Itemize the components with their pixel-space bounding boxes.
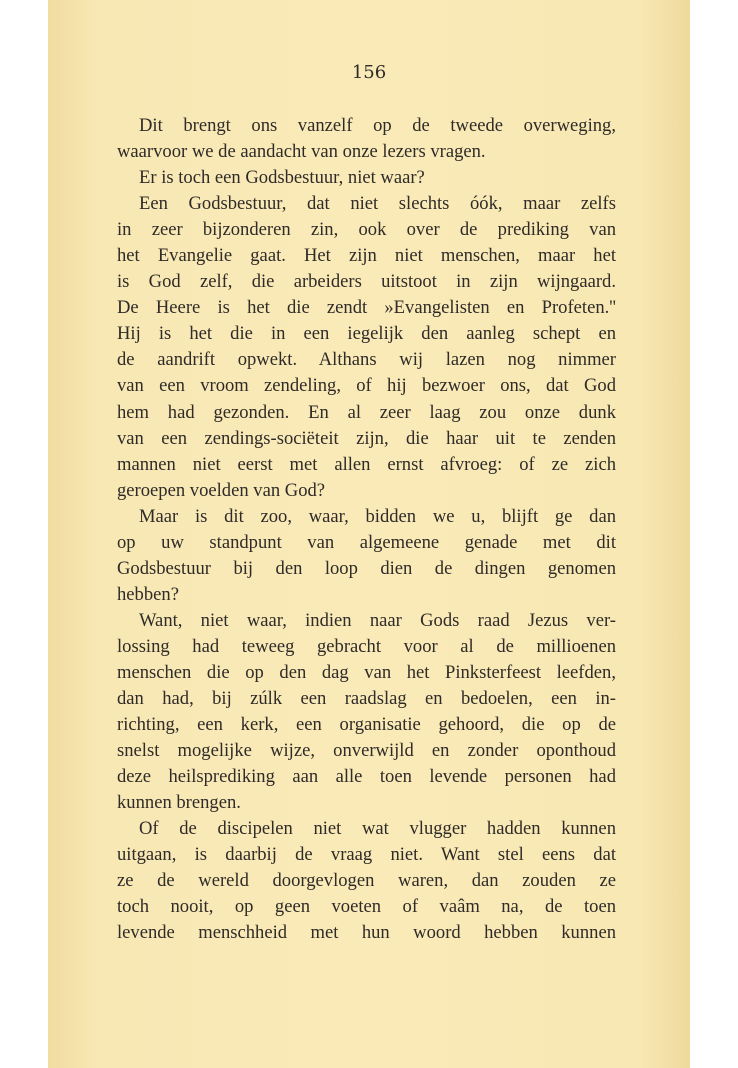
paragraph-2: [117, 165, 616, 191]
text-line: de aandrift opwekt. Althans wij lazen nog nimmer: [117, 349, 616, 371]
text-line: Er is toch een Godsbestuur, niet waar?: [139, 167, 425, 189]
text-line: De Heere is het die zendt »Evangelisten en Profeten.'': [117, 297, 616, 319]
text-line: hem had gezonden. En al zeer laag zou onze dunk: [117, 401, 616, 423]
text-line: is God zelf, die arbeiders uitstoot in zijn wijngaard.: [117, 271, 616, 293]
text-line: snelst mogelijke wijze, onverwijld en zonder oponthoud: [117, 740, 616, 762]
text-line: in zeer bijzonderen zin, ook over de prediking van: [117, 219, 616, 241]
paragraph-6: [117, 816, 616, 946]
text-line: van een vroom zendeling, of hij bezwoer ons, dat God: [117, 375, 616, 397]
text-line: mannen niet eerst met allen ernst afvroeg: of ze zich: [117, 453, 616, 475]
text-line: toch nooit, op geen voeten of vaâm na, de toen: [117, 896, 616, 918]
text-line: Godsbestuur bij den loop dien de dingen genomen: [117, 557, 616, 579]
text-line: Of de discipelen niet wat vlugger hadden kunnen: [139, 818, 616, 840]
text-line: van een zendings-sociëteit zijn, die haar uit te zenden: [117, 427, 616, 449]
text-line: Een Godsbestuur, dat niet slechts óók, maar zelfs: [139, 193, 616, 215]
text-line: Hij is het die in een iegelijk den aanleg schept en: [117, 323, 616, 345]
text-line: geroepen voelden van God?: [117, 479, 326, 501]
text-line: ze de wereld doorgevlogen waren, dan zouden ze: [117, 870, 616, 892]
text-line: lossing had teweeg gebracht voor al de millioenen: [117, 635, 616, 657]
paragraph-1: [117, 113, 616, 165]
text-line: uitgaan, is daarbij de vraag niet. Want stel eens dat: [117, 844, 616, 866]
body-text: [117, 113, 616, 947]
paragraph-4: [117, 504, 616, 608]
text-line: kunnen brengen.: [117, 792, 241, 814]
text-line: op uw standpunt van algemeene genade met dit: [117, 531, 616, 553]
text-line: deze heilsprediking aan alle toen levende personen had: [117, 766, 616, 788]
text-line: het Evangelie gaat. Het zijn niet menschen, maar het: [117, 245, 616, 267]
text-line: richting, een kerk, een organisatie gehoord, die op de: [117, 714, 616, 736]
paragraph-5: [117, 608, 616, 816]
page-number: 156: [351, 62, 387, 83]
text-line: dan had, bij zúlk een raadslag en bedoelen, een in-: [117, 688, 616, 710]
text-line: Dit brengt ons vanzelf op de tweede overweging,: [139, 115, 616, 136]
text-line: hebben?: [117, 583, 179, 605]
text-line: levende menschheid met hun woord hebben kunnen: [117, 922, 616, 944]
text-line: waarvoor we de aandacht van onze lezers vragen.: [117, 141, 486, 163]
text-line: Want, niet waar, indien naar Gods raad Jezus ver-: [139, 609, 616, 631]
text-line: menschen die op den dag van het Pinksterfeest leefden,: [117, 661, 616, 683]
text-line: Maar is dit zoo, waar, bidden we u, blijft ge dan: [139, 505, 616, 527]
paragraph-3: [117, 191, 616, 504]
